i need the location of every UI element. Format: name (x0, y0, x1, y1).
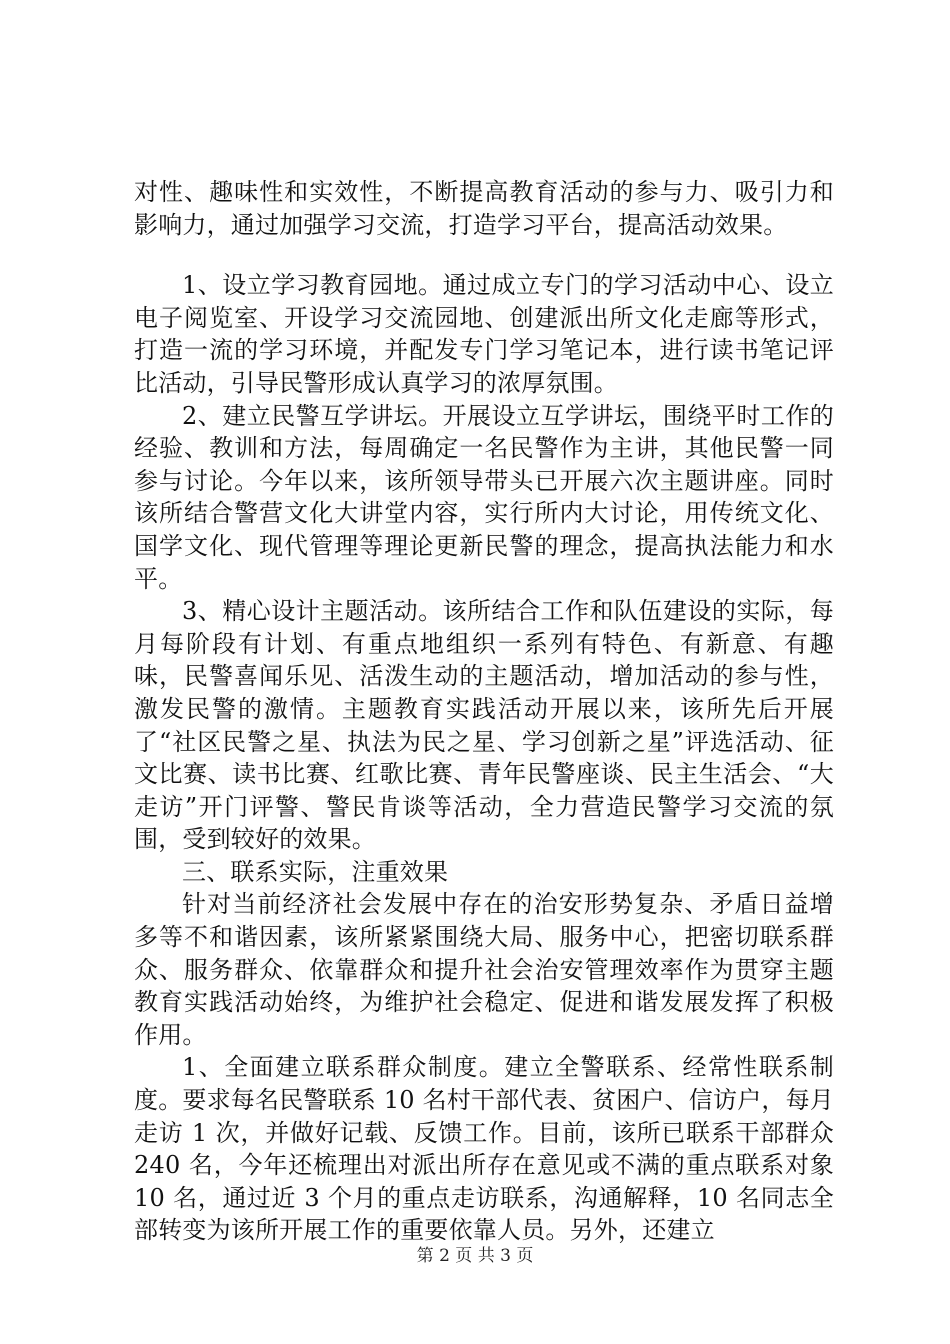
paragraph-contact-system: 1、全面建立联系群众制度。建立全警联系、经常性联系制度。要求每名民警联系 10 名村干部代表、贫困户、信访户，每月走访 1 次，并做好记载、反馈工作。目前，该所已联系干部群众 240 名，今年还梳理出对派出所存在意见或不满的重点联系对象 10 名，通过近 3 个月的重点走访联系，沟通解释，10 名同志全部转变为该所开展工作的重要依靠人员。另外，还建立 (134, 1053, 834, 1245)
paragraph-mutual-forum: 2、建立民警互学讲坛。开展设立互学讲坛，围绕平时工作的经验、教训和方法，每周确定一名民警作为主讲，其他民警一同参与讨论。今年以来，该所领导带头已开展六次主题讲座。同时该所结合警营文化大讲堂内容，实行所内大讨论，用传统文化、国学文化、现代管理等理论更新民警的理念，提高执法能力和水平。 (134, 401, 834, 593)
paragraph-continuation: 对性、趣味性和实效性，不断提高教育活动的参与力、吸引力和影响力，通过加强学习交流，打造学习平台，提高活动效果。 (134, 178, 834, 239)
section-heading-three: 三、联系实际，注重效果 (182, 857, 449, 886)
page-footer: 第 2 页 共 3 页 (416, 1246, 534, 1266)
paragraph-section-intro: 针对当前经济社会发展中存在的治安形势复杂、矛盾日益增多等不和谐因素，该所紧紧围绕大局、服务中心，把密切联系群众、服务群众、依靠群众和提升社会治安管理效率作为贯穿主题教育实践活动始终，为维护社会稳定、促进和谐发展发挥了积极作用。 (134, 890, 834, 1049)
paragraph-theme-activities: 3、精心设计主题活动。该所结合工作和队伍建设的实际，每月每阶段有计划、有重点地组织一系列有特色、有新意、有趣味，民警喜闻乐见、活泼生动的主题活动，增加活动的参与性，激发民警的激情。主题教育实践活动开展以来，该所先后开展了“社区民警之星、执法为民之星、学习创新之星”评选活动、征文比赛、读书比赛、红歌比赛、青年民警座谈、民主生活会、“大走访”开门评警、警民肯谈等活动，全力营造民警学习交流的氛围，受到较好的效果。 (134, 597, 834, 854)
document-body (134, 176, 834, 1247)
paragraph-study-garden: 1、设立学习教育园地。通过成立专门的学习活动中心、设立电子阅览室、开设学习交流园地、创建派出所文化走廊等形式，打造一流的学习环境，并配发专门学习笔记本，进行读书笔记评比活动，引导民警形成认真学习的浓厚氛围。 (134, 271, 834, 397)
